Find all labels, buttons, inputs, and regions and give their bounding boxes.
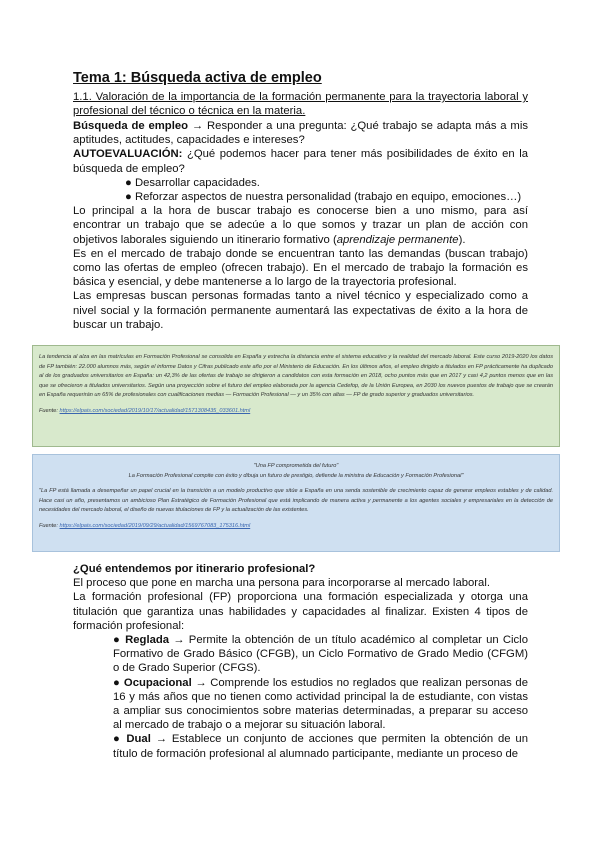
autoevaluacion-paragraph bbox=[73, 147, 528, 175]
para1-text: Lo principal a la hora de buscar trabajo es conocerse bien a uno mismo, para así encontrar un trabajo que se adecúe a lo que somos y trazar un plan de acción con objetivos laborales siguiendo un itinerario formativo ( bbox=[73, 205, 528, 246]
source-link[interactable]: https://elpais.com/sociedad/2019/09/29/actualidad/1569767083_175316.html bbox=[59, 522, 251, 529]
main-content bbox=[73, 70, 528, 332]
list-item: ● Desarrollar capacidades. bbox=[125, 176, 260, 189]
bullet-list bbox=[125, 176, 528, 204]
quote-source bbox=[39, 522, 553, 532]
section-paragraph-2: La formación profesional (FP) proporciona una formación especializada y otorga una titulación que garantiza unas habilidades y capacidades al finalizar. Existen 4 tipos de formación profesional: bbox=[73, 591, 528, 632]
para1-emphasis: aprendizaje permanente bbox=[336, 233, 459, 246]
quote-text: "La FP está llamada a desempeñar un papel crucial en la transición a un modelo productivo que sitúe a España en una senda sostenible de crecimiento capaz de generar empleos estables y de calidad. Hace casi un año, presentamos un ambicioso Plan Estratégico de Formación Profesional que está implicando de manera activa y permanente a los agentes sociales y empresariales en la detección de necesidades del mercado laboral, el diseño de nuevas titulaciones de FP y la actualización de las existentes. bbox=[39, 488, 553, 514]
section-heading: ¿Qué entendemos por itinerario profesional? bbox=[73, 563, 316, 575]
quote-subheading: La Formación Profesional compite con éxito y dibuja un futuro de prestigio, defiende la ministra de Educación y Formación Profesional" bbox=[128, 472, 464, 479]
paragraph-2: Es en el mercado de trabajo donde se encuentran tanto las demandas (buscan trabajo) como las ofertas de empleo (ofrecen trabajo). En el mercado de trabajo la formación es básica y esencial, y debe mantenerse a lo largo de la trayectoria profesional. bbox=[73, 247, 528, 289]
type-label: ● Dual bbox=[113, 733, 151, 746]
type-text: → Permite la obtención de un título académico al completar un Ciclo Formativo de Grado Básico (CFGB), un Ciclo Formativo de Grado Medio (CFGM) o de Grado Superior (CFGS). bbox=[113, 634, 528, 675]
page-title: Tema 1: Búsqueda activa de empleo bbox=[73, 70, 322, 86]
type-label: ● Ocupacional bbox=[113, 676, 192, 689]
quote-heading: "Una FP comprometida del futuro" bbox=[253, 463, 339, 469]
busqueda-text: → Responder a una pregunta: ¿Qué trabajo se adapta más a mis aptitudes, actitudes, capacidades e intereses? bbox=[73, 120, 528, 147]
news-text: La tendencia al alza en las matrículas en Formación Profesional se consolida en España y estrecha la distancia entre el sistema educativo y la realidad del mercado laboral. Este curso 2019-2020 los datos de FP también: 22.000 alumnos más, según el informe Datos y Cifras publicado este año por el Ministerio de Educación. En los últimos años, el empleo dirigido a titulados en FP prácticamente ha duplicado al de los graduados universitarios en España: un 42,3% de las ofertas de trabajo se dirigieron a candidatos con esta formación en 2018, ocho puntos más que en 2017 y casi 4,2 puntos menos que en las que se ofrecieron a titulados universitarios. Según una proyección sobre el futuro del empleo elaborada por la agencia Cedefop, de la Unión Europea, en 2030 los nuevos puestos de trabajo que se crearán en España requerirán un 65% de profesionales con cualificaciones medias — Formación Profesional — y un 35% con altas — FP de grado superior y graduados universitarios. bbox=[39, 354, 553, 399]
type-label: ● Reglada bbox=[113, 634, 170, 647]
busqueda-paragraph bbox=[73, 119, 528, 147]
section-paragraph-1: El proceso que pone en marcha una persona para incorporarse al mercado laboral. bbox=[73, 577, 490, 590]
news-box-green bbox=[32, 345, 560, 447]
type-text: → Comprende los estudios no reglados que realizan personas de 16 y más años que no tienen como actividad principal la de estudiante, con vistas a ampliar sus conocimientos sobre materias determinadas, a preparar su acceso al mercado de trabajo o a mejorar su situación laboral. bbox=[113, 676, 528, 732]
busqueda-label: Búsqueda de empleo bbox=[73, 120, 189, 132]
list-item bbox=[113, 633, 528, 676]
autoevaluacion-label: AUTOEVALUACIÓN: bbox=[73, 148, 183, 161]
source-label: Fuente: bbox=[39, 522, 58, 529]
news-box-blue bbox=[32, 454, 560, 552]
list-item bbox=[113, 676, 528, 733]
fp-types-list bbox=[113, 633, 528, 761]
itinerary-section bbox=[73, 562, 528, 761]
type-text: → Establece un conjunto de acciones que permiten la obtención de un título de formación profesional al alumnado participante, mediante un proceso de bbox=[113, 733, 529, 760]
section-subtitle: 1.1. Valoración de la importancia de la formación permanente para la trayectoria laboral y profesional del técnico o técnica en la materia. bbox=[73, 91, 528, 117]
source-label: Fuente: bbox=[39, 407, 58, 414]
paragraph-3: Las empresas buscan personas formadas tanto a nivel técnico y especializado como a nivel social y la formación permanente aumentará las expectativas de éxito a la hora de buscar un trabajo. bbox=[73, 290, 528, 331]
list-item bbox=[113, 732, 528, 760]
source-link[interactable]: https://elpais.com/sociedad/2019/10/17/actualidad/1571308435_033601.html bbox=[59, 407, 251, 414]
list-item: ● Reforzar aspectos de nuestra personalidad (trabajo en equipo, emociones…) bbox=[125, 191, 522, 204]
news-source bbox=[39, 407, 553, 417]
autoevaluacion-text: ¿Qué podemos hacer para tener más posibilidades de éxito en la búsqueda de empleo? bbox=[73, 148, 528, 175]
paragraph-1 bbox=[73, 204, 528, 247]
para1-end: ). bbox=[458, 233, 466, 246]
